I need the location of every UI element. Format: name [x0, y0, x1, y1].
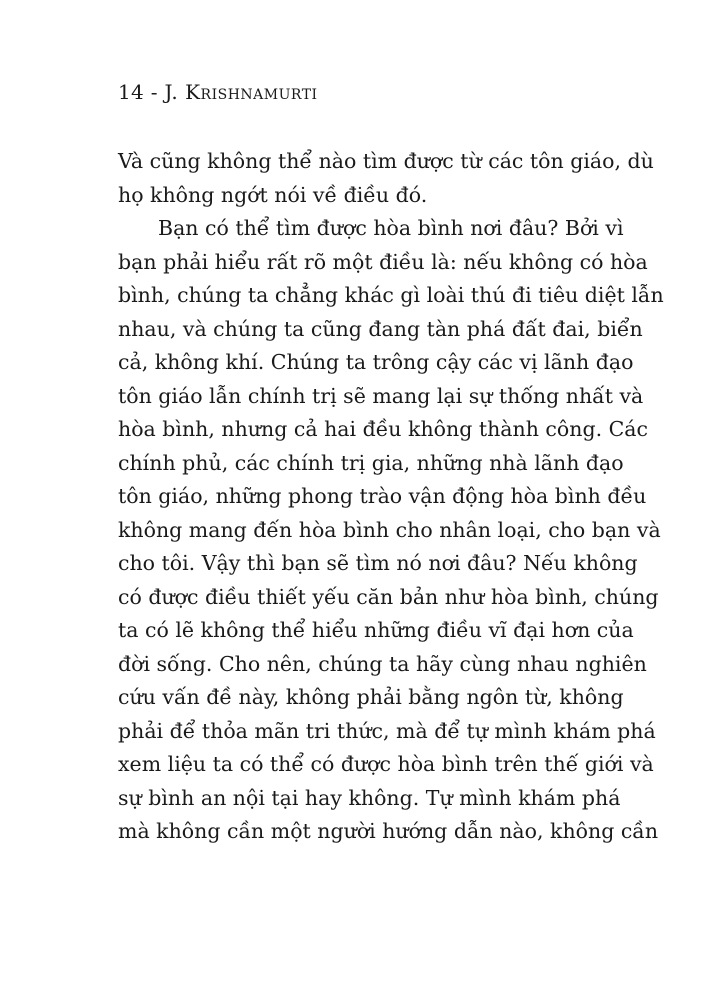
- text-line: ta có lẽ không thể hiểu những điều vĩ đại hơn của: [118, 618, 634, 642]
- text-line: không mang đến hòa bình cho nhân loại, cho bạn và: [118, 517, 661, 542]
- text-line: mà không cần một người hướng dẫn nào, không cần: [118, 819, 659, 843]
- body-text: [118, 145, 664, 849]
- text-line: sự bình an nội tại hay không. Tự mình khám phá: [118, 785, 621, 810]
- text-line: chính phủ, các chính trị gia, những nhà lãnh đạo: [118, 450, 624, 475]
- text-line: họ không ngớt nói về điều đó.: [118, 182, 428, 207]
- text-line: hòa bình, nhưng cả hai đều không thành công. Các: [118, 417, 648, 441]
- text-line: xem liệu ta có thể có được hòa bình trên thế giới và: [118, 752, 654, 776]
- text-line: tôn giáo, những phong trào vận động hòa bình đều: [118, 484, 647, 508]
- text-line: cả, không khí. Chúng ta trông cậy các vị lãnh đạo: [118, 350, 634, 374]
- text-line: Bạn có thể tìm được hòa bình nơi đâu? Bởi vì: [158, 216, 624, 240]
- text-line: cứu vấn đề này, không phải bằng ngôn từ, không: [118, 685, 624, 709]
- text-line: nhau, và chúng ta cũng đang tàn phá đất đai, biển: [118, 316, 643, 341]
- running-header: [118, 80, 318, 104]
- text-line: có được điều thiết yếu căn bản như hòa bình, chúng: [118, 584, 659, 609]
- text-line: Và cũng không thể nào tìm được từ các tôn giáo, dù: [118, 149, 654, 173]
- text-line: bạn phải hiểu rất rõ một điều là: nếu không có hòa: [118, 249, 648, 274]
- text-line: cho tôi. Vậy thì bạn sẽ tìm nó nơi đâu? Nếu không: [118, 551, 638, 575]
- author-name: J. Krishnamurti: [164, 80, 318, 104]
- paragraph: [118, 212, 664, 849]
- header-separator: -: [144, 80, 165, 104]
- text-line: tôn giáo lẫn chính trị sẽ mang lại sự thống nhất và: [118, 383, 644, 408]
- text-line: bình, chúng ta chẳng khác gì loài thú đi tiêu diệt lẫn: [118, 283, 664, 307]
- text-line: đời sống. Cho nên, chúng ta hãy cùng nhau nghiên: [118, 651, 647, 676]
- text-line: phải để thỏa mãn tri thức, mà để tự mình khám phá: [118, 718, 656, 743]
- paragraph: [118, 145, 654, 212]
- page-number: 14: [118, 80, 145, 104]
